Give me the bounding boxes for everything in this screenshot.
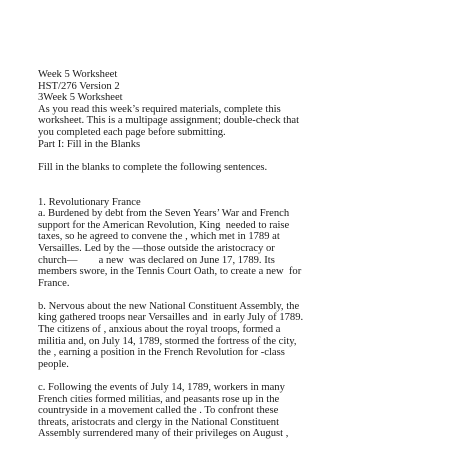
part-heading: Part I: Fill in the Blanks	[38, 138, 141, 150]
header-subtitle: 3Week 5 Worksheet	[38, 92, 123, 104]
question-line: people.	[38, 358, 69, 370]
question-line: the , earning a position in the French Revolution for -class	[38, 347, 285, 359]
question-line: Assembly surrendered many of their privileges on August ,	[38, 428, 289, 440]
header-title: Week 5 Worksheet	[38, 69, 118, 80]
question-line: a. Burdened by debt from the Seven Years’ War and French	[38, 208, 290, 220]
section-revolutionary-france	[38, 197, 443, 440]
question-line: king gathered troops near Versailles and in early July of 1789.	[38, 312, 304, 324]
intro-paragraph	[38, 104, 443, 150]
question-a	[38, 208, 443, 289]
question-line: taxes, so he agreed to convene the , which met in 1789 at	[38, 231, 280, 243]
question-line: French cities formed militias, and peasants rose up in the	[38, 393, 280, 405]
question-line: countryside in a movement called the . To confront these	[38, 405, 279, 417]
spacer	[38, 173, 443, 196]
worksheet-page	[38, 69, 443, 440]
question-line: threats, aristocrats and clergy in the National Constituent	[38, 416, 280, 428]
spacer	[38, 370, 443, 382]
question-line: France.	[38, 277, 70, 289]
spacer	[38, 150, 443, 162]
question-line: church— a new was declared on June 17, 1789. Its	[38, 254, 275, 266]
worksheet-header	[38, 69, 443, 104]
section-heading: 1. Revolutionary France	[38, 196, 141, 208]
question-line: c. Following the events of July 14, 1789, workers in many	[38, 382, 285, 394]
intro-line: worksheet. This is a multipage assignment; double-check that	[38, 115, 300, 127]
question-line: support for the American Revolution, King needed to raise	[38, 219, 290, 231]
question-line: Versailles. Led by the —those outside the aristocracy or	[38, 242, 275, 254]
question-line: militia and, on July 14, 1789, stormed the fortress of the city,	[38, 335, 297, 347]
question-line: The citizens of , anxious about the royal troops, formed a	[38, 324, 281, 336]
instructions-text: Fill in the blanks to complete the following sentences.	[38, 161, 268, 173]
question-c	[38, 382, 443, 440]
intro-line: As you read this week’s required materials, complete this	[38, 103, 281, 115]
question-b	[38, 301, 443, 371]
question-line: members swore, in the Tennis Court Oath, to create a new for	[38, 266, 302, 278]
intro-line: you completed each page before submitting.	[38, 126, 226, 138]
question-line: b. Nervous about the new National Constituent Assembly, the	[38, 300, 300, 312]
header-course: HST/276 Version 2	[38, 80, 120, 92]
spacer	[38, 289, 443, 301]
